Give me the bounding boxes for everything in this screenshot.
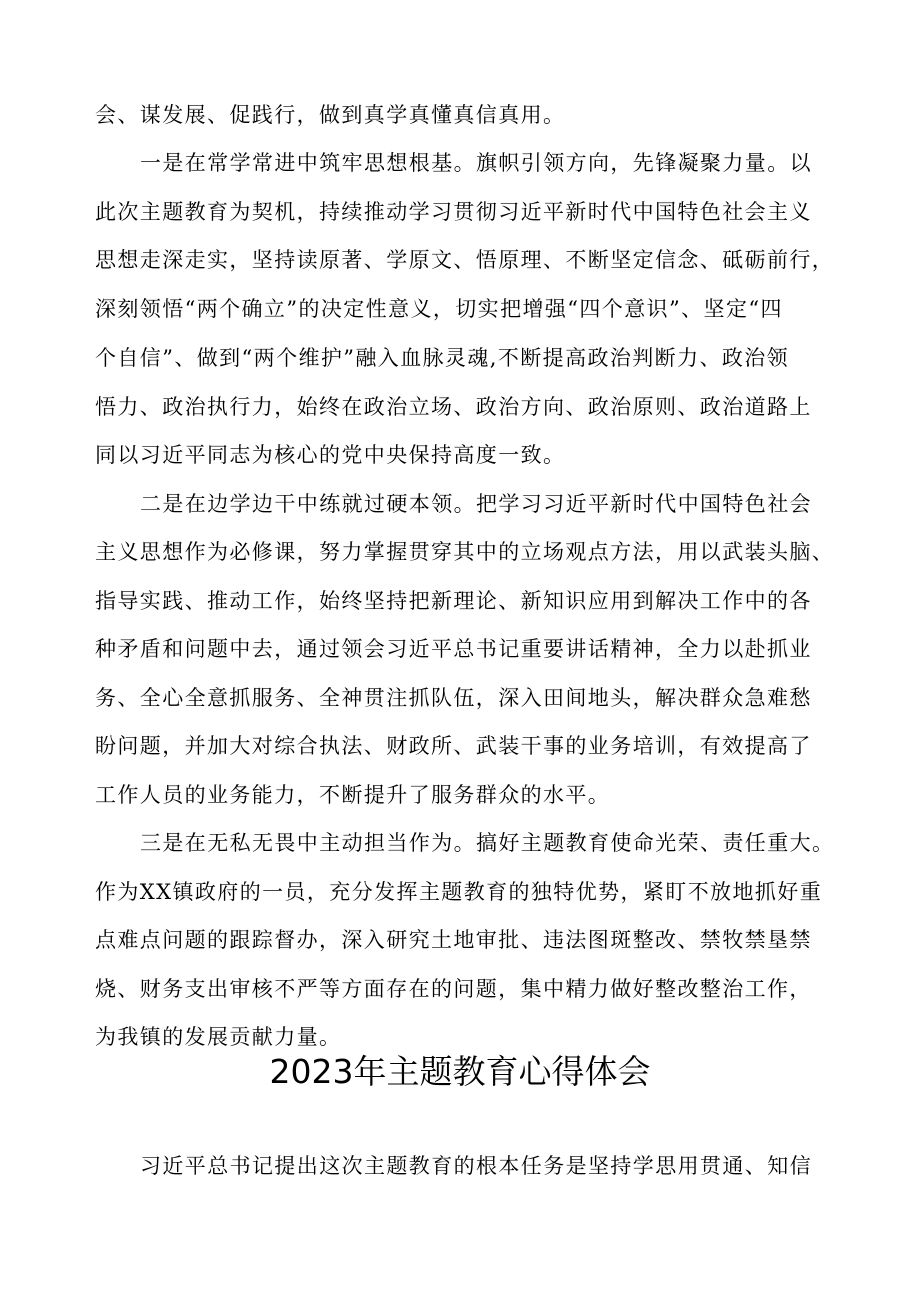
paragraph-line: 点难点问题的跟踪督办，深入研究土地审批、违法图斑整改、禁牧禁垦禁 bbox=[95, 928, 812, 952]
paragraph-line: 烧、财务支出审核不严等方面存在的问题，集中精力做好整改整治工作， bbox=[95, 977, 812, 1001]
paragraph-line: 指导实践、推动工作，始终坚持把新理论、新知识应用到解决工作中的各 bbox=[95, 589, 812, 613]
paragraph-line: 二是在边学边干中练就过硬本领。把学习习近平新时代中国特色社会 bbox=[140, 492, 812, 516]
paragraph-line: 盼问题，并加大对综合执法、财政所、武装干事的业务培训，有效提高了 bbox=[95, 734, 812, 758]
paragraph-line: 深刻领悟“两个确立”的决定性意义，切实把增强“四个意识”、坚定“四 bbox=[95, 297, 783, 321]
paragraph-line: 个自信”、做到“两个维护”融入血脉灵魂,不断提高政治判断力、政治领 bbox=[95, 346, 790, 370]
paragraph-line: 作为XX镇政府的一员，充分发挥主题教育的独特优势，紧盯不放地抓好重 bbox=[95, 880, 823, 904]
paragraph-line: 同以习近平同志为核心的党中央保持高度一致。 bbox=[95, 443, 566, 467]
document-title: 2023年主题教育心得体会 bbox=[269, 1052, 651, 1091]
paragraph-line: 工作人员的业务能力，不断提升了服务群众的水平。 bbox=[95, 783, 611, 807]
paragraph-line: 一是在常学常进中筑牢思想根基。旗帜引领方向，先锋凝聚力量。以 bbox=[140, 151, 812, 175]
paragraph-line: 习近平总书记提出这次主题教育的根本任务是坚持学思用贯通、知信 bbox=[140, 1154, 812, 1178]
paragraph-line: 三是在无私无畏中主动担当作为。搞好主题教育使命光荣、责任重大。 bbox=[140, 831, 835, 855]
paragraph-line: 思想走深走实，坚持读原著、学原文、悟原理、不断坚定信念、砥砺前行， bbox=[95, 248, 835, 272]
paragraph-line: 种矛盾和问题中去，通过领会习近平总书记重要讲话精神，全力以赴抓业 bbox=[95, 637, 812, 661]
paragraph-line: 会、谋发展、促践行，做到真学真懂真信真用。 bbox=[95, 103, 566, 127]
paragraph-line: 此次主题教育为契机，持续推动学习贯彻习近平新时代中国特色社会主义 bbox=[95, 200, 812, 224]
paragraph-line: 悟力、政治执行力，始终在政治立场、政治方向、政治原则、政治道路上 bbox=[95, 395, 812, 419]
paragraph-line: 务、全心全意抓服务、全神贯注抓队伍，深入田间地头，解决群众急难愁 bbox=[95, 686, 812, 710]
paragraph-line: 主义思想作为必修课，努力掌握贯穿其中的立场观点方法，用以武装头脑、 bbox=[95, 540, 835, 564]
paragraph-line: 为我镇的发展贡献力量。 bbox=[95, 1025, 342, 1049]
